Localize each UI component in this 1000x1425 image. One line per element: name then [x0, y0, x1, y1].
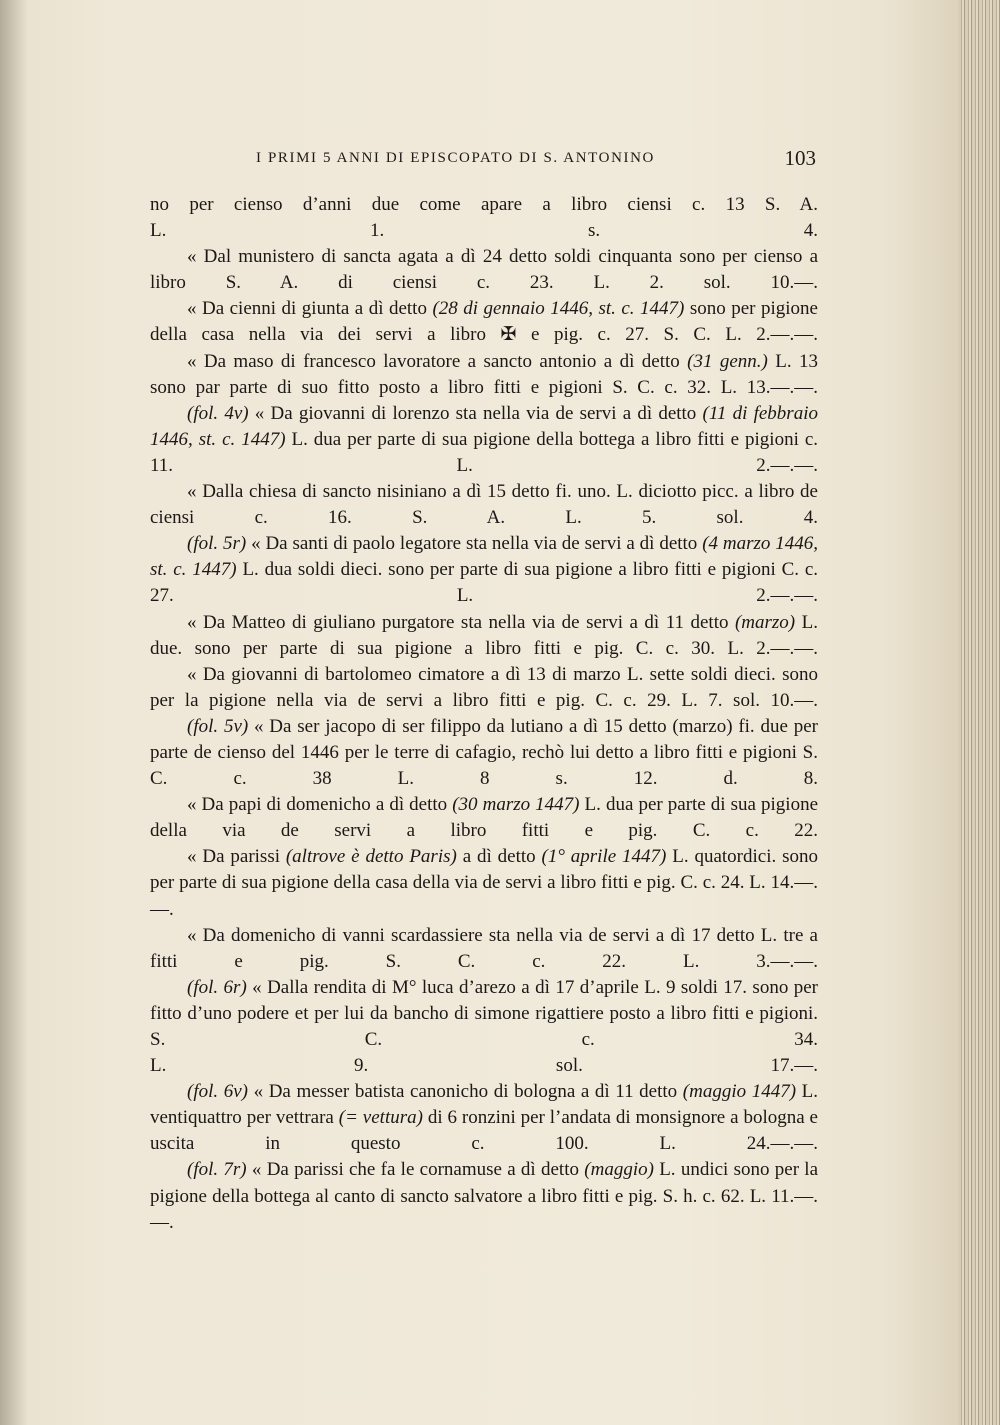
page-number: 103 [784, 146, 816, 170]
paragraph-text: « Dal munistero di sancta agata a dì 24 detto soldi cinquanta sono per cienso a libro S. A. di ciensi c. 23. L. 2. sol. 10.—. [150, 246, 818, 294]
paragraph-1 [150, 192, 818, 244]
italic-note: (28 di gennaio 1446, st. c. 1447) [432, 298, 685, 320]
text-span: « Da parissi che fa le cornamuse a dì detto [246, 1159, 585, 1181]
text-span: « Da messer batista canonicho di bologna a dì 11 detto [248, 1081, 683, 1103]
text-span: « Dalla rendita di M° luca d’arezo a dì 17 d’aprile L. 9 soldi 17. sono per fitto d’uno podere et per lui da bancho di simone rigattiere posto a libro fitti e pigioni. S. C. c. 34. [150, 976, 818, 1050]
paragraph-7 [150, 531, 818, 609]
paragraph-text: « Da domenicho di vanni scardassiere sta nella via de servi a dì 17 detto L. tre a fitti e pig. S. C. c. 22. L. 3.—.—. [150, 924, 818, 972]
italic-note: (30 marzo 1447) [452, 794, 580, 816]
paragraph-9 [150, 662, 818, 714]
text-span: a dì detto [456, 846, 542, 868]
text-span: « Da giovanni di lorenzo sta nella via de servi a dì detto [248, 402, 703, 424]
page-edges [958, 0, 1000, 1425]
paragraph-text: « Dalla chiesa di sancto nisiniano a dì 15 detto fi. uno. L. diciotto picc. a libro de ciensi c. 16. S. A. L. 5. sol. 4. [150, 481, 818, 529]
folio-ref: (fol. 5v) [187, 715, 249, 737]
italic-note: (maggio 1447) [682, 1081, 797, 1103]
text-span: « Da parissi [187, 846, 286, 868]
paragraph-15 [150, 1079, 818, 1157]
italic-note: (marzo) [734, 611, 796, 633]
folio-ref: (fol. 5r) [187, 533, 247, 555]
text-span: L. dua per parte di sua pigione della via de servi a libro fitti e pig. C. c. 22. [150, 794, 818, 842]
italic-note: (1° aprile 1447) [541, 846, 667, 868]
text-span: L. ventiquattro per vettrara [150, 1081, 819, 1129]
text-span: « Da Matteo di giuliano purgatore sta nella via de servi a dì 11 detto [187, 611, 735, 633]
text-span: L. undici sono per la pigione della bottega al canto di sancto salvatore a libro fitti e pig. S. h. c. 62. L. 11.—.—. [150, 1159, 819, 1233]
folio-ref: (fol. 6v) [187, 1081, 248, 1103]
paragraph-5 [150, 401, 818, 479]
page-header [150, 146, 820, 174]
body-text [150, 192, 818, 1236]
text-span: L. 13 sono par parte di suo fitto posto a libro fitti e pigioni S. C. c. 32. L. 13.—.—. [150, 350, 819, 398]
text-span: sono per pigione della casa nella via dei servi a libro ✠ e pig. c. 27. S. C. L. 2.—.—. [150, 298, 818, 346]
paragraph-3 [150, 296, 818, 348]
folio-ref: (fol. 6r) [187, 976, 247, 998]
paragraph-8 [150, 610, 818, 662]
text-span: L. dua soldi dieci. sono per parte di sua pigione a libro fitti e pigioni C. c. 27. L. 2.—.—. [150, 559, 819, 607]
text-span: « Da ser jacopo di ser filippo da lutiano a dì 15 detto (marzo) fi. due per parte de cienso del 1446 per le terre di cafagio, rechò lui detto a libro fitti e pigioni S. C. c. 38 L. 8 s. 12. d. 8. [150, 715, 818, 790]
paragraph-16 [150, 1157, 818, 1235]
italic-note: (altrove è detto Paris) [285, 846, 457, 868]
folio-ref: (fol. 7r) [187, 1159, 247, 1181]
paragraph-text: no per cienso d’anni due come apare a libro ciensi c. 13 S. A. [150, 194, 818, 215]
text-span: L. dua per parte di sua pigione della bottega a libro fitti e pigioni c. 11. L. 2.—.—. [150, 428, 818, 476]
paragraph-14 [150, 975, 818, 1079]
binding-shadow [0, 0, 28, 1425]
italic-note: (= vettura) [338, 1107, 423, 1129]
paragraph-text: « Da giovanni di bartolomeo cimatore a dì 13 di marzo L. sette soldi dieci. sono per la pigione nella via de servi a libro fitti e pig. C. c. 29. L. 7. sol. 10.—. [150, 663, 818, 711]
paragraph-10 [150, 714, 818, 792]
paragraph-2 [150, 244, 818, 296]
paragraph-6 [150, 479, 818, 531]
text-span: « Da maso di francesco lavoratore a sancto antonio a dì detto [187, 350, 688, 372]
text-span: « Da santi di paolo legatore sta nella via de servi a dì detto [246, 533, 703, 555]
paragraph-4 [150, 349, 818, 401]
amount: L. 1. s. 4. [150, 220, 818, 242]
text-span: L. due. sono per parte di sua pigione a libro fitti e pig. C. c. 30. L. 2.—.—. [150, 611, 818, 659]
folio-ref: (fol. 4v) [187, 402, 249, 424]
italic-note: (maggio) [584, 1159, 654, 1181]
paragraph-11 [150, 792, 818, 844]
text-span: « Da papi di domenicho a dì detto [187, 794, 453, 816]
running-head: I PRIMI 5 ANNI DI EPISCOPATO DI S. ANTONINO [256, 150, 655, 166]
text-span: di 6 ronzini per l’andata di monsignore a bologna e uscita in questo c. 100. L. 24.—.—. [150, 1107, 818, 1155]
italic-note: (4 marzo 1446, st. c. 1447) [150, 533, 818, 581]
italic-note: (31 genn.) [687, 350, 768, 372]
paragraph-13 [150, 923, 818, 975]
paragraph-12 [150, 844, 818, 922]
amount: L. 9. sol. 17.—. [150, 1055, 818, 1077]
italic-note: (11 di febbraio 1446, st. c. 1447) [150, 402, 818, 450]
text-span: « Da cienni di giunta a dì detto [187, 298, 433, 320]
text-span: L. quatordici. sono per parte di sua pigione della casa della via de servi a libro fitti e pig. C. c. 24. L. 14.—.—. [150, 846, 819, 920]
